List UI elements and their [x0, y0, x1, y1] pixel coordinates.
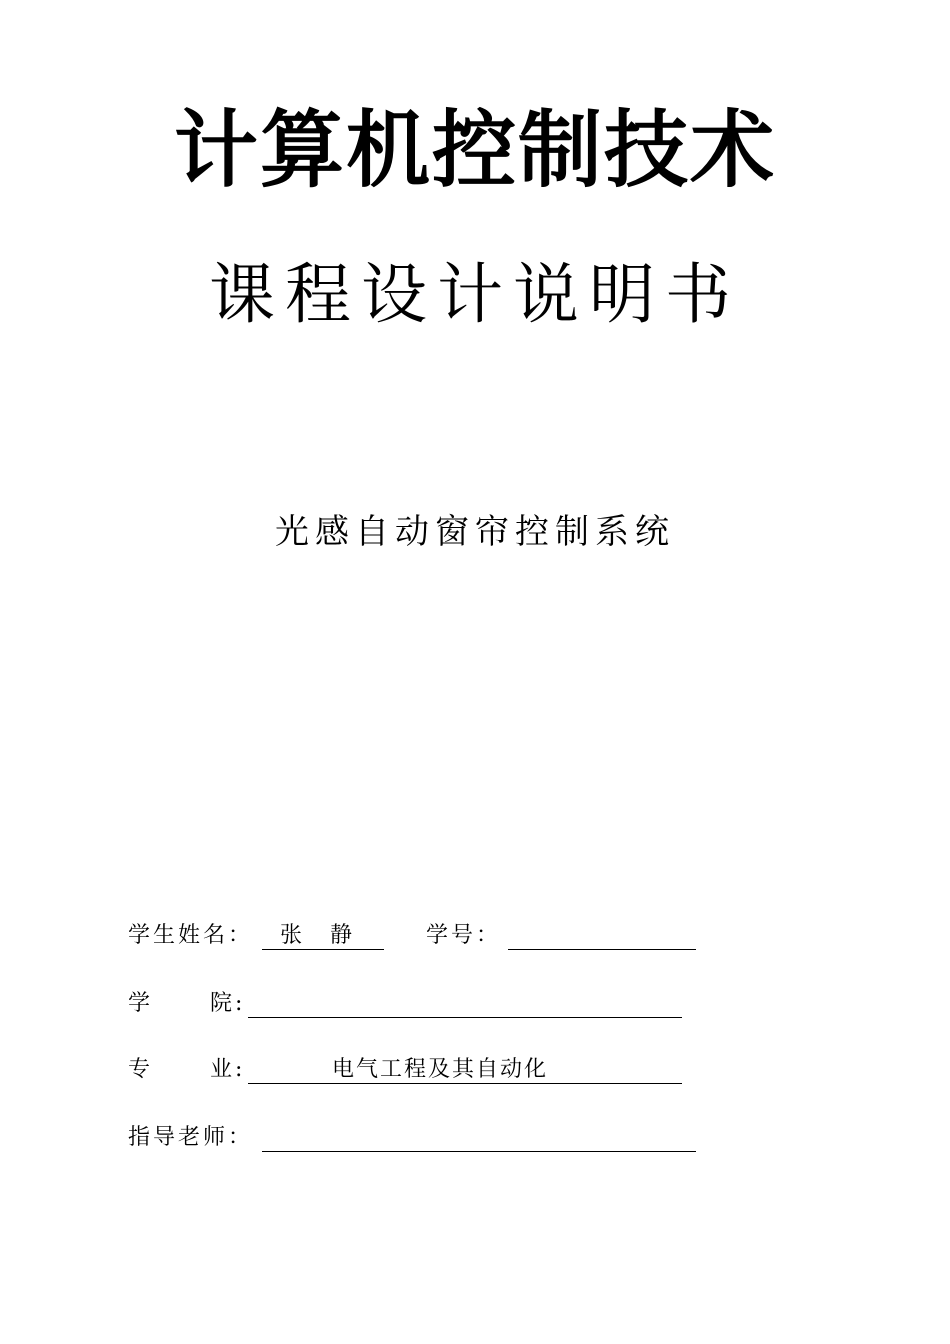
advisor-underline: [262, 1151, 696, 1152]
student-info-row: [128, 918, 768, 954]
advisor-row: [128, 1120, 768, 1156]
student-id-label: 学号：: [426, 923, 502, 948]
document-subtitle: 课程设计说明书: [209, 256, 741, 333]
student-name-underline: [262, 949, 384, 950]
student-name-label: 学生姓名：: [128, 923, 254, 948]
major-row: [128, 1052, 768, 1088]
college-underline: [248, 1017, 682, 1018]
advisor-label: 指导老师：: [128, 1125, 254, 1150]
major-value: 电气工程及其自动化: [332, 1057, 549, 1082]
major-label-char-1: 专: [128, 1057, 154, 1082]
course-title: 计算机控制技术: [173, 101, 776, 199]
major-underline: [248, 1083, 682, 1084]
major-label-char-2: 业:: [210, 1057, 246, 1082]
project-title: 光感自动窗帘控制系统: [275, 512, 675, 552]
student-id-underline: [508, 949, 696, 950]
college-label-char-1: 学: [128, 991, 154, 1016]
college-label-char-2: 院:: [210, 991, 246, 1016]
student-name-value-1: 张: [280, 923, 305, 948]
student-name-value-2: 静: [330, 923, 355, 948]
college-row: [128, 986, 768, 1022]
